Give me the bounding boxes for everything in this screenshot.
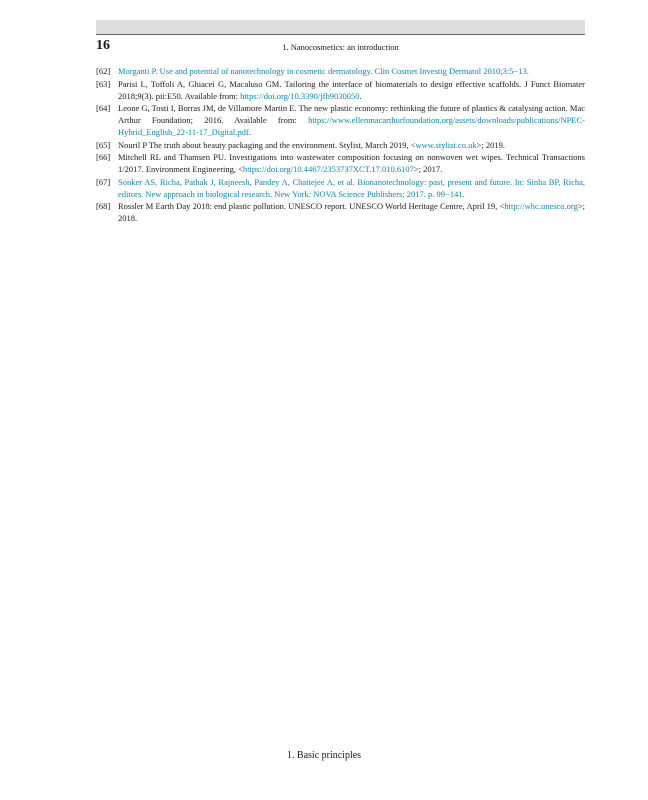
reference-item: [96, 176, 585, 200]
reference-text: [118, 65, 585, 77]
reference-number: [62]: [96, 66, 111, 76]
running-head: 1. Nanocosmetics: an introduction: [282, 42, 399, 52]
reference-text: [118, 176, 585, 200]
reference-number: [65]: [96, 139, 111, 150]
reference-segment: Leone G, Tosti I, Borras JM, de Villamore Martin E. The new plastic economy: rethinking the future of plastics & catalysing action. Mac Arthur Foundation; 2016. Available from:: [118, 103, 585, 125]
reference-link[interactable]: http://whc.unesco.org: [504, 201, 578, 211]
reference-text: [118, 139, 585, 151]
reference-segment: Parisi L, Toffoli A, Ghiacei G, Macaluso GM. Tailoring the interface of biomaterials to design effective scaffolds. J Funct Biomater 2018;9(3). pii:E50. Available from:: [118, 78, 585, 101]
reference-number: [63]: [96, 78, 111, 89]
reference-item: [96, 78, 585, 102]
reference-segment: >; 2018.: [118, 201, 585, 223]
reference-link[interactable]: www.stylist.co.uk: [415, 139, 477, 150]
reference-item: [96, 102, 585, 138]
reference-segment: >; 2017.: [413, 164, 443, 174]
reference-segment: Mitchell RL and Thamsen PU. Investigations into wastewater composition focusing on nonwoven wet wipes. Technical Transactions 1/2017. Environment Engineering, <: [118, 152, 585, 174]
page-footer: 1. Basic principles: [286, 750, 362, 761]
reference-link[interactable]: https://doi.org/10.3390/jfb9030050: [240, 90, 360, 101]
reference-number: [68]: [96, 201, 111, 211]
reference-item: [96, 151, 585, 175]
reference-list: [96, 65, 585, 225]
reference-segment: .: [359, 90, 362, 101]
reference-number: [67]: [96, 176, 111, 187]
reference-text: [118, 151, 585, 175]
reference-segment: Sonker AS, Richa, Pathak J, Rajneesh, Pandey A, Chattejee A, et al. Bionanotechnology: past, present and future. In: Sinha BP, Richa, editors. New approach in biological research. New York: NOVA Science Publishers; 2017. p. 99−141.: [118, 176, 585, 199]
reference-text: [118, 78, 585, 102]
reference-segment: Nouril P The truth about beauty packaging and the environment. Stylist, March 2019, <: [118, 139, 416, 150]
header-bar: [96, 20, 585, 35]
reference-number: [66]: [96, 152, 111, 162]
reference-segment: .: [248, 127, 251, 137]
reference-item: [96, 65, 585, 77]
reference-number: [64]: [96, 103, 111, 113]
page-number: 16: [96, 38, 110, 53]
reference-segment: Rossler M Earth Day 2018: end plastic pollution. UNESCO report. UNESCO World Heritage Centre, April 19, <: [118, 201, 505, 211]
reference-link[interactable]: https://doi.org/10.4467/2353737XCT.17.010.6107: [242, 164, 414, 174]
reference-segment: >; 2019.: [476, 139, 506, 150]
reference-item: [96, 200, 585, 224]
reference-text: [118, 102, 585, 138]
reference-segment: Morganti P. Use and potential of nanotechnology in cosmetic dermatology. Clin Cosmet Investig Dermatol 2010;3:5−13.: [118, 66, 529, 76]
reference-item: [96, 139, 585, 151]
reference-text: [118, 200, 585, 224]
reference-link[interactable]: https://www.ellenmacarthurfoundation.org/assets/downloads/publications/NPEC-Hybrid_English_22-11-17_Digital.pdf: [118, 115, 585, 137]
